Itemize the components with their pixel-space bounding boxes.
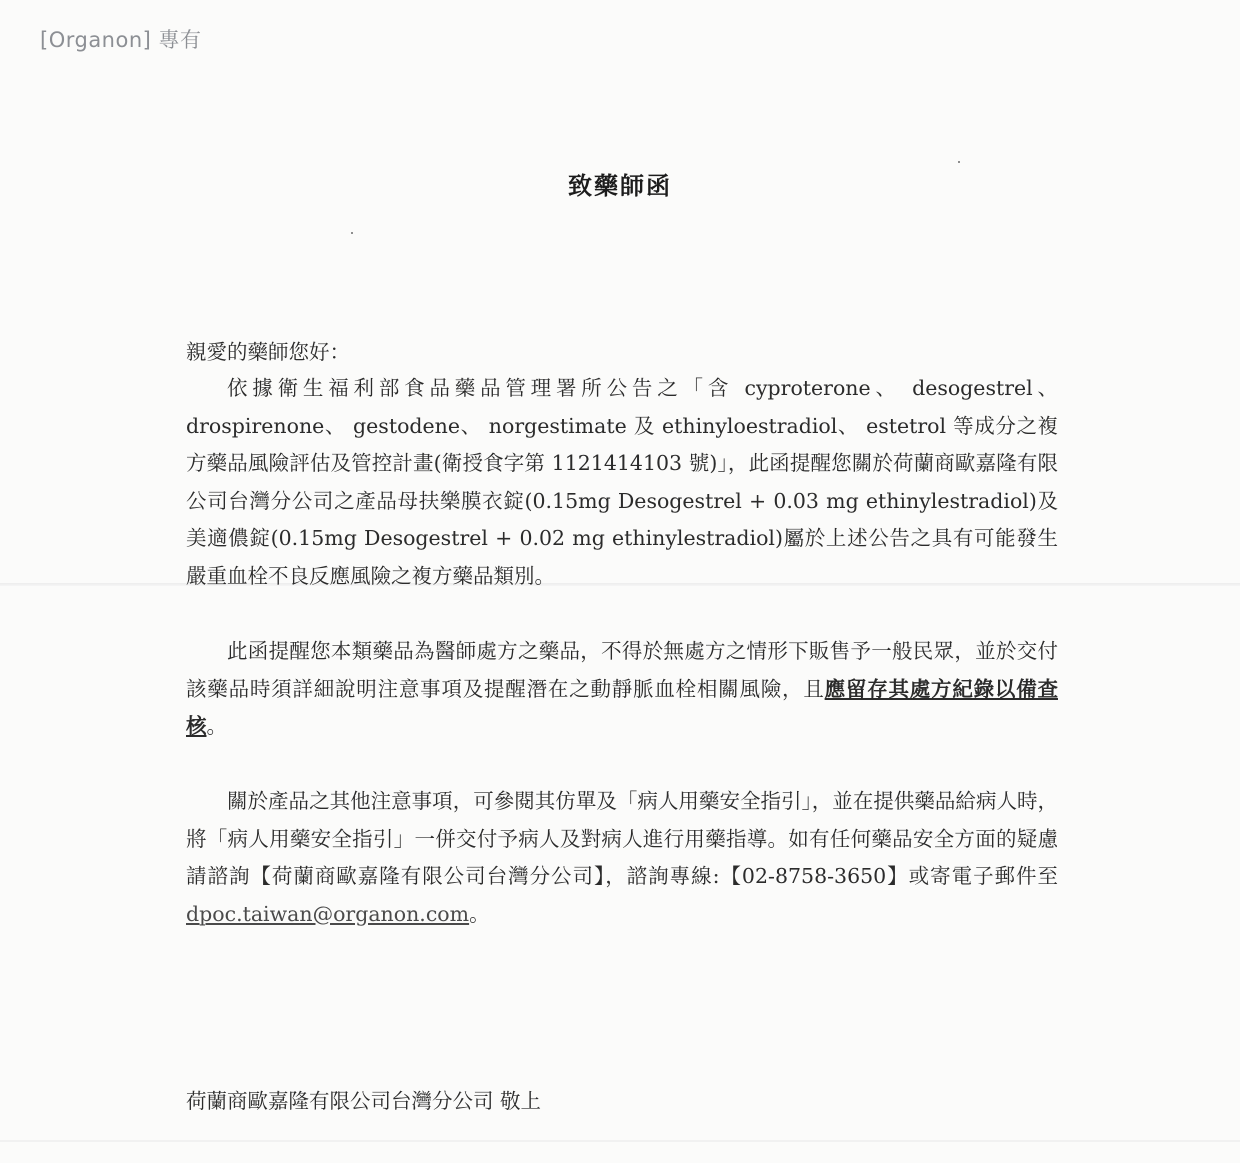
paragraph-3 bbox=[186, 783, 1058, 933]
paragraph-3-end: 。 bbox=[469, 901, 490, 926]
scan-speck bbox=[958, 161, 960, 163]
emphasized-requirement: 應留存其處方紀錄以備查核 bbox=[186, 676, 1058, 738]
letter-body-paragraph-1 bbox=[186, 370, 1058, 595]
paragraph-2 bbox=[186, 633, 1058, 746]
paragraph-3-text: 關於產品之其他注意事項，可參閱其仿單及「病人用藥安全指引」，並在提供藥品給病人時，將「病人用藥安全指引」一併交付予病人及對病人進行用藥指導。如有任何藥品安全方面的疑慮請諮詢【荷蘭商歐嘉隆有限公司台灣分公司】，諮詢專線:【02-8758-3650】或寄電子郵件至 bbox=[186, 789, 1058, 888]
signature-line: 荷蘭商歐嘉隆有限公司台灣分公司 敬上 bbox=[186, 1089, 542, 1113]
paper-fold-line-lower bbox=[0, 1140, 1240, 1142]
classification-label: [Organon] 專有 bbox=[40, 28, 202, 52]
paragraph-2-text: 此函提醒您本類藥品為醫師處方之藥品，不得於無處方之情形下販售予一般民眾，並於交付該藥品時須詳細說明注意事項及提醒潛在之動靜脈血栓相關風險，且 bbox=[186, 639, 1058, 701]
letter-title: 致藥師函 bbox=[568, 171, 672, 200]
letter-body-paragraph-2 bbox=[186, 633, 1058, 746]
paragraph-1-text: 依據衛生福利部食品藥品管理署所公告之「含 cyproterone、 desogestrel、drospirenone、 gestodene、 norgestimate 及 ethinyloestradiol、 estetrol 等成分之複方藥品風險評估及管控計畫(衛授食字第 1121414103 號)」，此函提醒您關於荷蘭商歐嘉隆有限公司台灣分公司之產品母扶樂膜衣錠(0.15mg Desogestrel + 0.03 mg ethinylestradiol)及美適儂錠(0.15mg Desogestrel + 0.02 mg ethinylestradiol)屬於上述公告之具有可能發生嚴重血栓不良反應風險之複方藥品類別。 bbox=[186, 376, 1058, 588]
letter-body-paragraph-3 bbox=[186, 783, 1058, 933]
scan-speck bbox=[351, 232, 353, 234]
greeting: 親愛的藥師您好： bbox=[186, 340, 350, 364]
paragraph-2-end: 。 bbox=[206, 714, 227, 738]
contact-email-link[interactable]: dpoc.taiwan@organon.com bbox=[186, 901, 470, 926]
